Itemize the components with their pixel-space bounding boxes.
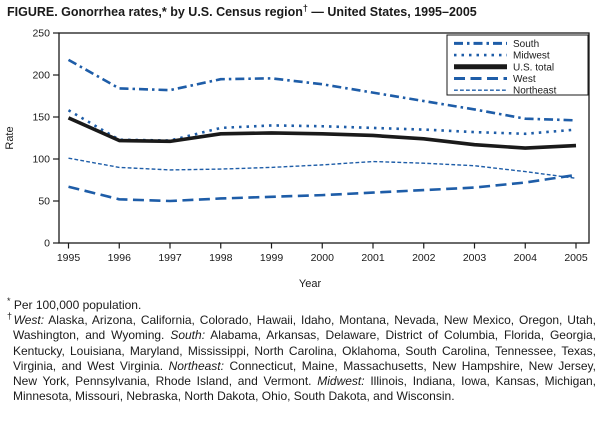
x-tick-label: 2002 bbox=[412, 252, 436, 264]
x-tick-label: 2005 bbox=[564, 252, 588, 264]
x-tick-label: 2000 bbox=[310, 252, 334, 264]
text-segment: FIGURE. Gonorrhea rates,* by U.S. Census region bbox=[7, 5, 303, 20]
legend-label-west: West bbox=[513, 74, 536, 85]
footnote-population bbox=[7, 298, 596, 313]
series-line-west bbox=[69, 175, 577, 201]
text-segment: Alaska, Arizona, California, Colorado, Hawaii, Idaho, Montana, Nevada, New Mexico, Oregon, Utah, Washington, and Wyoming. bbox=[13, 313, 596, 343]
x-axis-title: Year bbox=[298, 278, 322, 290]
text-segment: Illinois, Indiana, Iowa, Kansas, Michigan, Minnesota, Missouri, Nebraska, North Dakota, Ohio, South Dakota, and Wisconsin. bbox=[13, 374, 596, 404]
legend-label-northeast: Northeast bbox=[513, 85, 557, 97]
footnotes bbox=[7, 298, 596, 404]
gonorrhea-rates-line-chart bbox=[0, 20, 601, 300]
series-line-northeast bbox=[69, 158, 577, 178]
y-tick-label: 0 bbox=[44, 237, 50, 250]
legend-label-south: South bbox=[513, 38, 540, 50]
y-tick-label: 100 bbox=[32, 153, 50, 166]
text-segment: — United States, 1995–2005 bbox=[307, 5, 477, 20]
text-segment: South: bbox=[170, 328, 206, 343]
x-tick-label: 1997 bbox=[158, 252, 182, 264]
legend-label-u-s-total: U.S. total bbox=[513, 62, 555, 74]
y-tick-label: 150 bbox=[32, 111, 50, 124]
x-tick-label: 1998 bbox=[209, 252, 233, 264]
figure-title bbox=[7, 3, 596, 19]
legend-label-midwest: Midwest bbox=[513, 50, 550, 62]
text-segment: Connecticut, Maine, Massachusetts, New Hampshire, New Jersey, New York, Pennsylvania, Rhode Island, and Vermont. bbox=[13, 358, 597, 389]
text-segment: Alabama, Arkansas, Delaware, District of Columbia, Florida, Georgia, Kentucky, Louisiana, Maryland, Mississippi, North Carolina, Oklahoma, South Carolina, Tennessee, Texas, Virginia, and West Virginia. bbox=[13, 328, 596, 373]
x-tick-label: 2003 bbox=[462, 252, 487, 264]
x-tick-label: 1996 bbox=[107, 252, 131, 264]
y-tick-label: 250 bbox=[32, 27, 50, 40]
y-axis-title: Rate bbox=[4, 126, 16, 150]
text-segment: Midwest: bbox=[317, 374, 365, 389]
footnote-regions-text bbox=[13, 313, 596, 403]
text-segment: West: bbox=[13, 313, 45, 328]
dagger-marker: † bbox=[7, 311, 14, 322]
footnote-regions bbox=[7, 313, 596, 404]
asterisk-marker: * bbox=[7, 296, 11, 306]
x-tick-label: 1995 bbox=[56, 252, 81, 264]
x-tick-label: 2001 bbox=[361, 252, 385, 264]
y-tick-label: 200 bbox=[32, 69, 50, 82]
series-line-u-s-total bbox=[69, 118, 577, 148]
x-tick-label: 1999 bbox=[259, 252, 284, 264]
x-tick-label: 2004 bbox=[513, 252, 537, 264]
text-segment: Northeast: bbox=[168, 358, 224, 373]
footnote-population-text: Per 100,000 population. bbox=[13, 298, 142, 312]
y-tick-label: 50 bbox=[38, 195, 50, 208]
text-segment: † bbox=[302, 3, 308, 13]
